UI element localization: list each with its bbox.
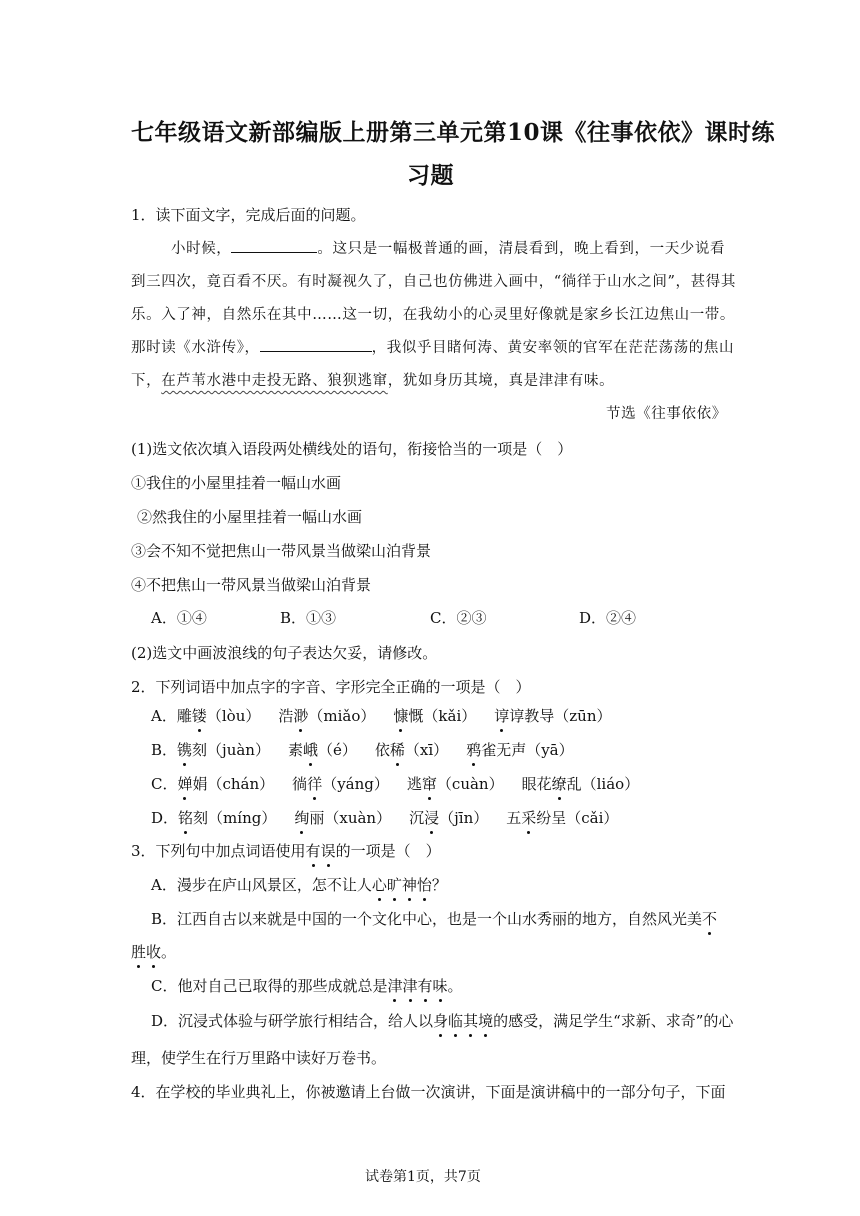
dotted-char: 味 (432, 977, 448, 995)
dotted-char: 采 (521, 809, 537, 827)
q1-option-2: ②然我住的小屋里挂着一幅山水画 (137, 508, 363, 526)
choice-text: B．江西自古以来就是中国的一个文化中心，也是一个山水秀丽的地方，自然风光美 (151, 910, 703, 928)
pinyin: （jīn） (439, 809, 489, 827)
dotted-char: 旷 (386, 876, 402, 894)
dotted-char: 不 (702, 910, 718, 928)
q2-stem: 2．下列词语中加点字的字音、字形完全正确的一项是（ ） (131, 678, 531, 696)
word-text: 谆教导（zūn） (509, 707, 612, 725)
passage-source: 节选《往事依依》 (606, 406, 727, 422)
word-text: 徜 (292, 775, 308, 793)
q1-option-1: ①我住的小屋里挂着一幅山水画 (131, 474, 342, 492)
word-text: 五 (506, 809, 522, 827)
dotted-char: 镂 (191, 707, 207, 725)
dotted-char: 临 (448, 1012, 464, 1030)
word-text: 素 (287, 741, 303, 759)
page-title-line1: 七年级语文新部编版上册第三单元第10课《往事依依》课时练 (131, 119, 776, 146)
choice-text: 。 (161, 943, 177, 961)
q3-choice-d-cont: 理，使学生在行万里路中读好万卷书。 (131, 1049, 387, 1067)
choice-text: A．漫步在庐山风景区，怎不让人 (151, 876, 372, 894)
dotted-char: 峨 (302, 741, 318, 759)
passage-text: 。这只是一幅极普通的画，清晨看到，晚上看到，一天少说看 (317, 241, 726, 257)
dotted-char: 窜 (421, 775, 437, 793)
word-text: 娟（chán） (192, 775, 275, 793)
wavy-underlined-sentence: 在芦苇水港中走投无路、狼狈逃窜 (161, 373, 388, 389)
dotted-char: 境 (478, 1012, 494, 1030)
passage-text: ，我似乎目睹何涛、黄安率领的官军在茫茫荡荡的焦山 (371, 340, 735, 356)
pinyin: （é） (318, 741, 357, 759)
word-text: 乱（liáo） (566, 775, 640, 793)
q1-choice-b[interactable]: B．①③ (280, 609, 337, 627)
fill-blank-2 (260, 337, 372, 352)
stem-text: 3．下列句中加点词语使用 (131, 842, 306, 860)
dotted-char: 其 (463, 1012, 479, 1030)
dotted-char: 身 (433, 1012, 449, 1030)
choice-text: C．他对自己已取得的那些成就总是 (151, 977, 388, 995)
dotted-char: 渺 (293, 707, 309, 725)
q2-choice-c[interactable] (151, 773, 639, 794)
choice-text: ？ (431, 876, 447, 894)
passage-line-2: 到三四次，竟百看不厌。有时凝视久了，自己也仿佛进入画中，“徜徉于山水之间”，甚得其 (131, 274, 736, 290)
dotted-char: 绚 (294, 809, 310, 827)
dotted-char: 徉 (307, 775, 323, 793)
q2-choice-a[interactable] (151, 705, 612, 726)
choice-label: B． (151, 741, 178, 759)
q1-choice-d[interactable]: D．②④ (579, 609, 637, 627)
dotted-char: 怡 (416, 876, 432, 894)
dotted-char: 稀 (389, 741, 405, 759)
page-title-line2: 习题 (407, 162, 454, 189)
q1-sub2: (2)选文中画波浪线的句子表达欠妥，请修改。 (131, 644, 438, 662)
fill-blank-1 (231, 238, 317, 253)
dotted-char: 津 (402, 977, 418, 995)
q1-sub1: (1)选文依次填入语段两处横线处的语句，衔接恰当的一项是（ ） (131, 440, 573, 458)
word-text: 浩 (278, 707, 294, 725)
passage-text: 小时候， (171, 241, 232, 257)
q3-choice-a[interactable] (151, 874, 447, 895)
pinyin: （cuàn） (436, 775, 504, 793)
word-text: 慨（kǎi） (408, 707, 477, 725)
dotted-char: 婵 (177, 775, 193, 793)
q3-choice-d[interactable] (151, 1010, 733, 1031)
choice-text: D．沉浸式体验与研学旅行相结合，给人以 (151, 1012, 434, 1030)
dotted-char: 浸 (424, 809, 440, 827)
passage-line-4 (131, 336, 734, 357)
dotted-char: 津 (387, 977, 403, 995)
q1-option-4: ④不把焦山一带风景当做梁山泊背景 (131, 576, 372, 594)
pinyin: （lòu） (206, 707, 261, 725)
dotted-char: 心 (371, 876, 387, 894)
word-text: 逃 (406, 775, 422, 793)
stem-text: 的一项是（ ） (335, 842, 441, 860)
dotted-char: 镌 (177, 741, 193, 759)
word-text: 沉 (409, 809, 425, 827)
q4-stem: 4．在学校的毕业典礼上，你被邀请上台做一次演讲，下面是演讲稿中的一部分句子，下面 (131, 1083, 726, 1101)
page-footer: 试卷第1页，共7页 (365, 1169, 481, 1185)
pinyin: （miǎo） (308, 707, 376, 725)
passage-text: 那时读《水浒传》， (131, 340, 260, 356)
pinyin: （xī） (404, 741, 449, 759)
choice-label: C． (151, 775, 178, 793)
dotted-char: 有 (305, 842, 321, 860)
dotted-char: 缭 (551, 775, 567, 793)
dotted-char: 胜 (131, 943, 147, 961)
dotted-char: 误 (320, 842, 336, 860)
dotted-char: 慷 (393, 707, 409, 725)
word-text: 丽（xuàn） (309, 809, 392, 827)
q3-stem (131, 840, 441, 861)
choice-label: A． (151, 707, 177, 725)
passage-line-3: 乐。入了神，自然乐在其中……这一切，在我幼小的心灵里好像就是家乡长江边焦山一带。 (131, 307, 735, 323)
word-text: 雀无声（yā） (481, 741, 574, 759)
q2-choice-b[interactable] (151, 739, 574, 760)
passage-line-5 (131, 369, 614, 390)
dotted-char: 鸦 (466, 741, 482, 759)
word-text: 刻（juàn） (192, 741, 270, 759)
dotted-char: 谆 (494, 707, 510, 725)
pinyin: （yáng） (322, 775, 389, 793)
word-text: 雕 (176, 707, 192, 725)
choice-text: 。 (447, 977, 463, 995)
q1-choice-c[interactable]: C．②③ (430, 609, 487, 627)
q3-choice-b[interactable] (151, 908, 717, 929)
q3-choice-c[interactable] (151, 975, 463, 996)
q1-stem: 1．读下面文字，完成后面的问题。 (131, 206, 366, 224)
q3-choice-b-cont (131, 941, 176, 962)
word-text: 纷呈（cǎi） (536, 809, 619, 827)
choice-text: 的感受，满足学生“求新、求奇”的心 (493, 1012, 734, 1030)
word-text: 刻（míng） (193, 809, 277, 827)
word-text: 依 (374, 741, 390, 759)
dotted-char: 铭 (178, 809, 194, 827)
q2-choice-d[interactable] (151, 807, 618, 828)
dotted-char: 神 (401, 876, 417, 894)
passage-line-1 (171, 237, 725, 258)
dotted-char: 收 (146, 943, 162, 961)
dotted-char: 有 (417, 977, 433, 995)
q1-option-3: ③会不知不觉把焦山一带风景当做梁山泊背景 (131, 542, 432, 560)
word-text: 眼花 (521, 775, 552, 793)
passage-text: ，犹如身历其境，真是津津有味。 (387, 373, 615, 389)
q1-choice-a[interactable]: A．①④ (151, 609, 207, 627)
passage-text: 下， (131, 373, 162, 389)
choice-label: D． (151, 809, 179, 827)
